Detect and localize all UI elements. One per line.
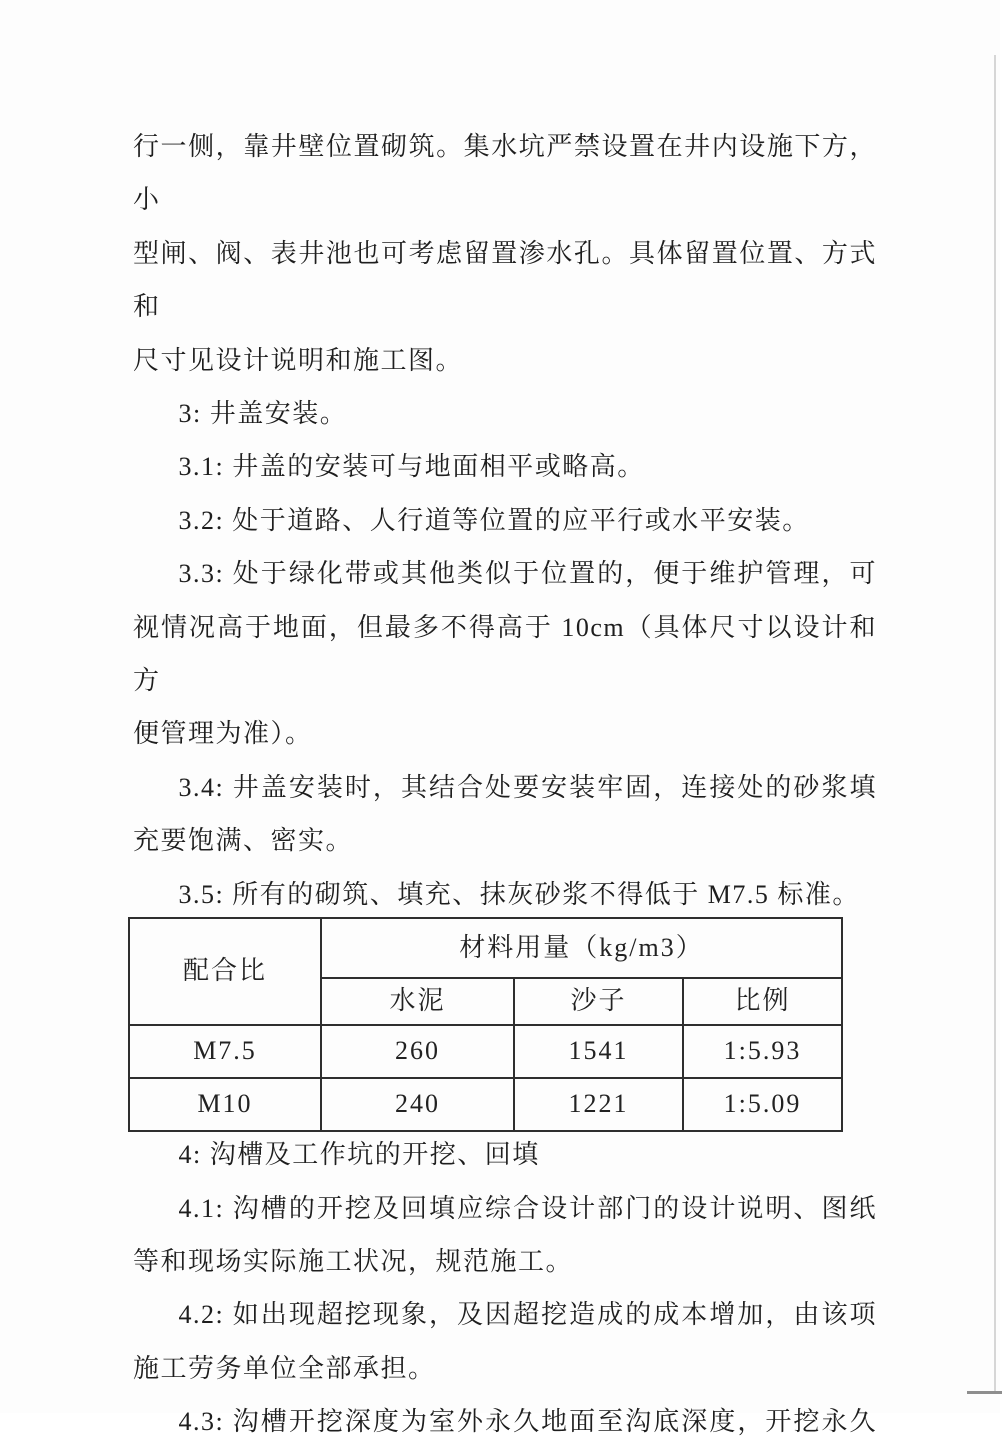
cell-cement: 260 <box>321 1025 514 1078</box>
text-line: 等和现场实际施工状况，规范施工。 <box>133 1246 574 1276</box>
cell-ratio: M10 <box>129 1078 321 1131</box>
cell-ratio: M7.5 <box>129 1025 321 1078</box>
clause-3-2: 3.2: 处于道路、人行道等位置的应平行或水平安装。 <box>178 505 810 535</box>
clause-3-3: 3.3: 处于绿化带或其他类似于位置的，便于维护管理，可 <box>178 559 877 589</box>
cell-sand: 1541 <box>514 1025 683 1078</box>
document-body <box>133 0 877 1449</box>
text-line: 行一侧，靠井壁位置砌筑。集水坑严禁设置在井内设施下方，小 <box>133 132 877 215</box>
table-header-row <box>129 918 842 978</box>
table-subheader-sand: 沙子 <box>514 978 683 1025</box>
scan-corner-artifact <box>967 1391 1002 1394</box>
cell-proportion: 1:5.93 <box>683 1025 842 1078</box>
clause-3-1: 3.1: 井盖的安装可与地面相平或略高。 <box>178 452 645 482</box>
clause-3-4: 3.4: 井盖安装时，其结合处要安装牢固，连接处的砂浆填 <box>178 772 877 802</box>
clause-4-3: 4.3: 沟槽开挖深度为室外永久地面至沟底深度，开挖永久 <box>178 1407 877 1437</box>
cell-sand: 1221 <box>514 1078 683 1131</box>
clause-3-heading: 3: 井盖安装。 <box>178 399 348 429</box>
scan-edge-artifact <box>994 55 996 1393</box>
clause-4-1: 4.1: 沟槽的开挖及回填应综合设计部门的设计说明、图纸 <box>178 1193 877 1223</box>
table-subheader-proportion: 比例 <box>683 978 842 1025</box>
text-line: 施工劳务单位全部承担。 <box>133 1353 436 1383</box>
clause-4-heading: 4: 沟槽及工作坑的开挖、回填 <box>178 1140 540 1170</box>
text-line: 便管理为准）。 <box>133 719 313 749</box>
text-line: 尺寸见设计说明和施工图。 <box>133 345 464 375</box>
text-line: 视情况高于地面，但最多不得高于 10cm（具体尺寸以设计和方 <box>133 612 877 696</box>
cell-cement: 240 <box>321 1078 514 1131</box>
table-subheader-cement: 水泥 <box>321 978 514 1025</box>
table-row <box>129 1078 842 1131</box>
mortar-mix-table <box>128 917 843 1132</box>
text-line: 型闸、阀、表井池也可考虑留置渗水孔。具体留置位置、方式和 <box>133 238 877 322</box>
clause-3-5: 3.5: 所有的砌筑、填充、抹灰砂浆不得低于 M7.5 标准。 <box>178 879 860 909</box>
text-line: 充要饱满、密实。 <box>133 826 354 856</box>
table-header-ratio: 配合比 <box>129 918 321 1025</box>
clause-4-2: 4.2: 如出现超挖现象，及因超挖造成的成本增加，由该项 <box>178 1300 877 1330</box>
cell-proportion: 1:5.09 <box>683 1078 842 1131</box>
table-row <box>129 1025 842 1078</box>
table-header-usage: 材料用量（kg/m3） <box>321 918 842 978</box>
